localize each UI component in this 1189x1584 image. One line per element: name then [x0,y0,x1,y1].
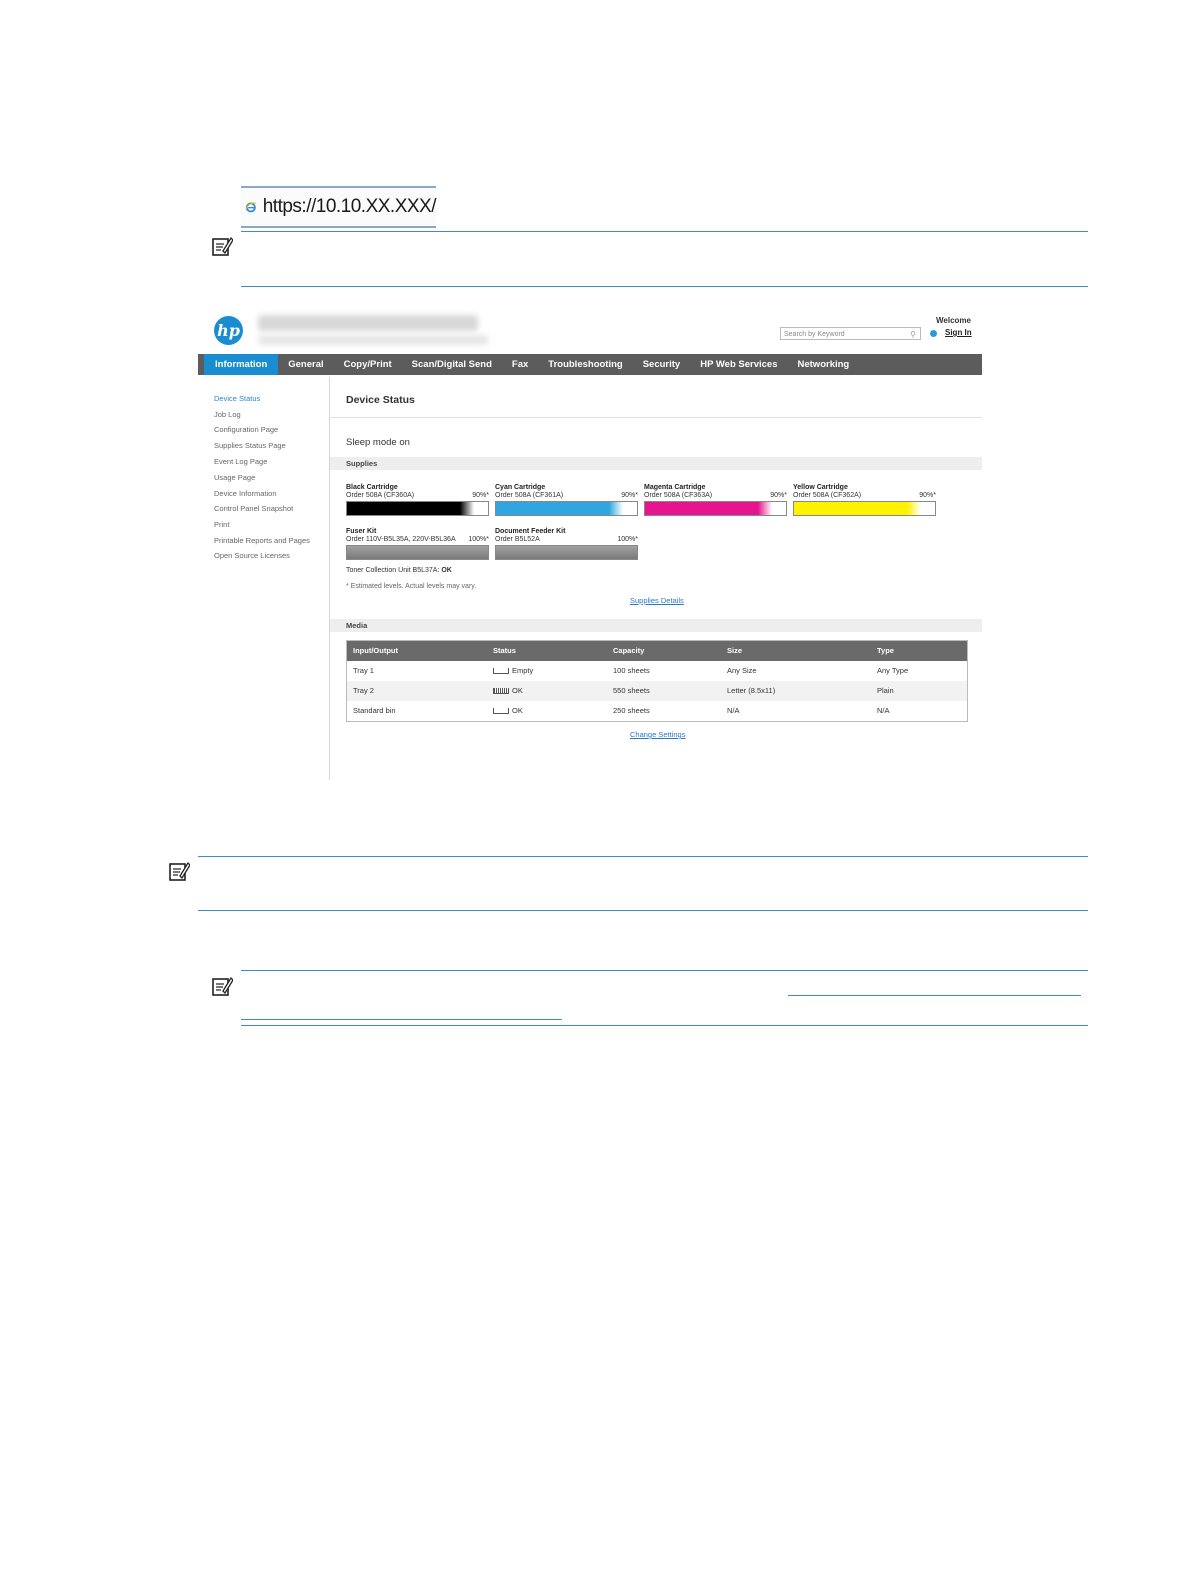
supply-level-fade [460,502,474,515]
supply-order-number: Order 508A (CF363A) [644,492,713,499]
cell-capacity: 550 sheets [613,686,650,695]
supply-order-number: Order 508A (CF361A) [495,492,564,499]
media-section-header: Media [330,619,982,632]
tab-networking[interactable]: Networking [797,359,850,370]
supply-order-number: Order 110V-B5L35A, 220V-B5L36A [346,536,456,543]
search-placeholder: Search by Keyword [784,331,845,338]
cell-status-text: OK [512,706,523,715]
supply-order-number: Order 508A (CF362A) [793,492,862,499]
supply-level-fill [496,546,637,559]
note-link-underline[interactable] [241,1019,562,1020]
supply-order [793,492,936,500]
sidebar-item-event-log-page[interactable]: Event Log Page [214,457,268,466]
blurred-product-subtitle [258,335,488,345]
main-content [330,377,982,780]
column-header-capacity: Capacity [613,646,645,655]
supply-cyan-cartridge [495,484,638,516]
cell-status [493,681,523,701]
tab-copy-print[interactable]: Copy/Print [343,359,392,370]
tray-empty-icon [493,668,509,674]
sidebar-item-print[interactable]: Print [214,520,230,529]
note-link-underline[interactable] [788,995,1081,996]
note-rule-bottom [198,910,1088,911]
tab-troubleshooting[interactable]: Troubleshooting [548,359,623,370]
cell-status-text: Empty [512,666,534,675]
supply-percent: 100%* [468,536,489,543]
supply-level-bar [346,545,489,560]
sign-in-icon [930,330,937,337]
supply-level-fill [496,502,623,515]
tab-security[interactable]: Security [642,359,681,370]
supply-level-bar [793,501,936,516]
column-header-input-output: Input/Output [353,646,398,655]
tab-scan-digital-send[interactable]: Scan/Digital Send [411,359,492,370]
search-input[interactable] [780,327,921,340]
internet-explorer-icon [245,194,257,220]
supply-level-fill [794,502,921,515]
sidebar-item-printable-reports[interactable]: Printable Reports and Pages [214,536,310,545]
estimate-note: * Estimated levels. Actual levels may vary. [346,583,477,590]
toner-collection-status [346,567,452,574]
sidebar-item-job-log[interactable]: Job Log [214,410,241,419]
note-rule-top [241,970,1088,971]
supply-level-fade [758,502,772,515]
supply-yellow-cartridge [793,484,936,516]
note-icon [168,860,190,882]
supply-level-bar [495,545,638,560]
supply-percent: 100%* [617,536,638,543]
sidebar-item-configuration-page[interactable]: Configuration Page [214,425,279,434]
media-table [346,640,968,722]
supply-name: Cyan Cartridge [495,484,546,491]
cell-type: N/A [877,706,890,715]
cell-type: Plain [877,686,894,695]
cell-size: Any Size [727,666,757,675]
cell-capacity: 250 sheets [613,706,650,715]
embedded-web-server-screenshot [198,305,982,780]
device-status-text: Sleep mode on [346,437,410,448]
supply-order-number: Order 508A (CF360A) [346,492,415,499]
cell-status [493,661,533,681]
supply-name: Magenta Cartridge [644,484,706,491]
supply-black-cartridge [346,484,489,516]
supply-name: Black Cartridge [346,484,398,491]
sidebar-item-device-status[interactable]: Device Status [214,394,261,403]
supply-order [346,492,489,500]
supply-order [346,536,489,544]
cell-io: Tray 2 [353,686,374,695]
browser-address-bar[interactable] [241,186,436,228]
supply-level-fill [347,546,488,559]
toner-collection-value: OK [441,567,452,574]
supply-level-fill [645,502,772,515]
cell-status-text: OK [512,686,523,695]
blurred-product-name [258,315,478,331]
column-header-size: Size [727,646,743,655]
welcome-label: Welcome [936,316,971,325]
note-rule-bottom [241,286,1088,287]
cell-status [493,701,523,721]
sidebar-item-supplies-status-page[interactable]: Supplies Status Page [214,441,286,450]
column-header-status: Status [493,646,516,655]
sign-in-link[interactable]: Sign In [945,328,972,337]
supply-percent: 90%* [472,492,489,499]
supply-percent: 90%* [770,492,787,499]
note-icon [211,975,233,997]
url-text: https://10.10.XX.XXX/ [262,196,436,217]
supply-percent: 90%* [621,492,638,499]
supply-name: Yellow Cartridge [793,484,848,491]
column-header-type: Type [877,646,894,655]
supply-order [644,492,787,500]
magnifier-icon[interactable]: ⚲ [910,330,916,339]
supplies-details-link[interactable]: Supplies Details [630,596,684,605]
supply-level-fade [609,502,623,515]
page-title: Device Status [346,394,415,406]
supply-fuser-kit [346,528,489,560]
supply-order-number: Order B5L52A [495,536,540,543]
supply-percent: 90%* [919,492,936,499]
note-icon [211,235,233,257]
cell-capacity: 100 sheets [613,666,650,675]
tab-hp-web-services[interactable]: HP Web Services [700,359,778,370]
tab-general[interactable]: General [288,359,324,370]
cell-io: Standard bin [353,706,396,715]
supply-name: Fuser Kit [346,528,377,535]
cell-io: Tray 1 [353,666,374,675]
sidebar-item-usage-page[interactable]: Usage Page [214,473,256,482]
supply-name: Document Feeder Kit [495,528,566,535]
media-table-header [347,641,967,661]
cell-size: N/A [727,706,740,715]
supply-order [495,492,638,500]
title-divider [330,417,982,418]
cell-size: Letter (8.5x11) [727,686,776,695]
table-row [347,701,967,721]
tab-fax[interactable]: Fax [511,359,529,370]
main-nav [198,354,982,375]
supplies-section-header: Supplies [330,457,982,470]
note-rule-top [241,231,1088,232]
supply-level-fade [907,502,921,515]
change-settings-link[interactable]: Change Settings [630,730,686,739]
supply-magenta-cartridge [644,484,787,516]
toner-collection-label: Toner Collection Unit B5L37A: [346,567,440,574]
supply-document-feeder-kit [495,528,638,560]
sidebar-item-open-source-licenses[interactable]: Open Source Licenses [214,551,290,560]
supply-order [495,536,638,544]
sidebar-item-device-information[interactable]: Device Information [214,489,277,498]
cell-type: Any Type [877,666,909,675]
supply-level-fill [347,502,474,515]
supply-level-bar [495,501,638,516]
sidebar-item-control-panel-snapshot[interactable]: Control Panel Snapshot [214,504,294,513]
output-bin-icon [493,708,509,714]
table-row [347,681,967,701]
table-row [347,661,967,681]
supply-level-bar [644,501,787,516]
sidebar [198,377,330,780]
tray-full-icon [493,688,509,694]
note-rule-bottom [241,1025,1088,1026]
note-rule-top [198,856,1088,857]
supply-level-bar [346,501,489,516]
hp-logo[interactable]: hp [214,316,243,345]
tab-information[interactable]: Information [204,354,278,375]
